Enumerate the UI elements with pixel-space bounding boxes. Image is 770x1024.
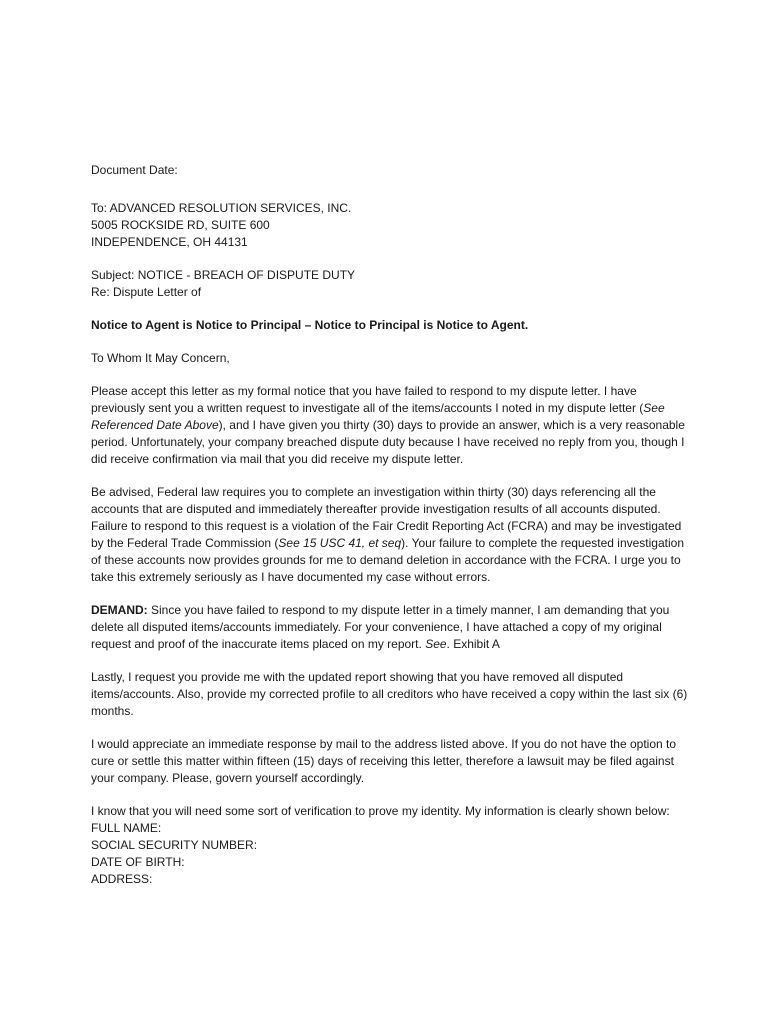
paragraph-1-part-a: Please accept this letter as my formal notice that you have failed to respond to my dispute letter. I have previously sent you a written request to investigate all of the items/accounts I noted in my dispute letter ( — [91, 384, 644, 415]
paragraph-3-part-a: Since you have failed to respond to my dispute letter in a timely manner, I am demanding that you delete all disputed items/accounts immediately. For your convenience, I have attached a copy of my original request and proof of the inaccurate items placed on my report. — [91, 603, 670, 651]
headline-text: Notice to Agent is Notice to Principal – Notice to Principal is Notice to Agent. — [91, 318, 529, 332]
paragraph-4: Lastly, I request you provide me with the updated report showing that you have removed all disputed items/accounts. Also, provide my corrected profile to all creditors who have received a copy within the last six (6) months. — [91, 670, 688, 718]
recipient-address — [91, 200, 691, 251]
field-dob: DATE OF BIRTH: — [91, 855, 185, 869]
field-full-name: FULL NAME: — [91, 821, 162, 835]
document-date — [91, 162, 691, 179]
paragraph-3 — [91, 602, 691, 653]
field-ssn: SOCIAL SECURITY NUMBER: — [91, 838, 258, 852]
paragraph-2-italic: See 15 USC 41, et seq — [278, 536, 402, 550]
paragraph-2-part-a: Be advised, Federal law requires you to complete an investigation within thirty (30) days referencing all the accounts that are disputed and immediately thereafter provide investigation results of all accounts disputed. Failure to respond to this request is a violation of the Fair Credit Reporting Act (FCRA) and may be investigated by the Federal Trade Commission ( — [91, 485, 682, 550]
paragraph-1-part-b: ), and I have given you thirty (30) days to provide an answer, which is a very reasonable period. Unfortunately, your company breached dispute duty because I have received no reply from you, though I did receive confirmation via mail that you did receive my dispute letter. — [91, 418, 685, 466]
paragraph-6: I know that you will need some sort of verification to prove my identity. My information is clearly shown below: — [91, 804, 670, 818]
document-date-label: Document Date: — [91, 163, 178, 177]
paragraph-1-italic: See Referenced Date Above — [91, 401, 665, 432]
headline — [91, 317, 691, 334]
subject-line: Subject: NOTICE - BREACH OF DISPUTE DUTY — [91, 268, 356, 282]
paragraph-2 — [91, 484, 691, 586]
recipient-line-3: INDEPENDENCE, OH 44131 — [91, 235, 248, 249]
paragraph-1 — [91, 383, 691, 468]
letter-page — [91, 162, 691, 888]
salutation — [91, 350, 691, 367]
subject-block — [91, 267, 691, 301]
recipient-line-1: To: ADVANCED RESOLUTION SERVICES, INC. — [91, 201, 352, 215]
paragraph-5: I would appreciate an immediate response by mail to the address listed above. If you do not have the option to cure or settle this matter within fifteen (15) days of receiving this letter, therefore a lawsuit may be filed against your company. Please, govern yourself accordingly. — [91, 737, 677, 785]
recipient-line-2: 5005 ROCKSIDE RD, SUITE 600 — [91, 218, 270, 232]
re-line: Re: Dispute Letter of — [91, 285, 202, 299]
demand-label: DEMAND: — [91, 603, 148, 617]
paragraph-3-italic: See — [425, 637, 447, 651]
paragraph-3-part-b: . Exhibit A — [446, 637, 500, 651]
paragraph-2-part-b: ). Your failure to complete the requested investigation of these accounts now provides grounds for me to demand deletion in accordance with the FCRA. I urge you to take this extremely seriously as I have documented my case without errors. — [91, 536, 684, 584]
salutation-text: To Whom It May Concern, — [91, 351, 230, 365]
identity-fields — [91, 820, 691, 888]
field-address: ADDRESS: — [91, 872, 153, 886]
